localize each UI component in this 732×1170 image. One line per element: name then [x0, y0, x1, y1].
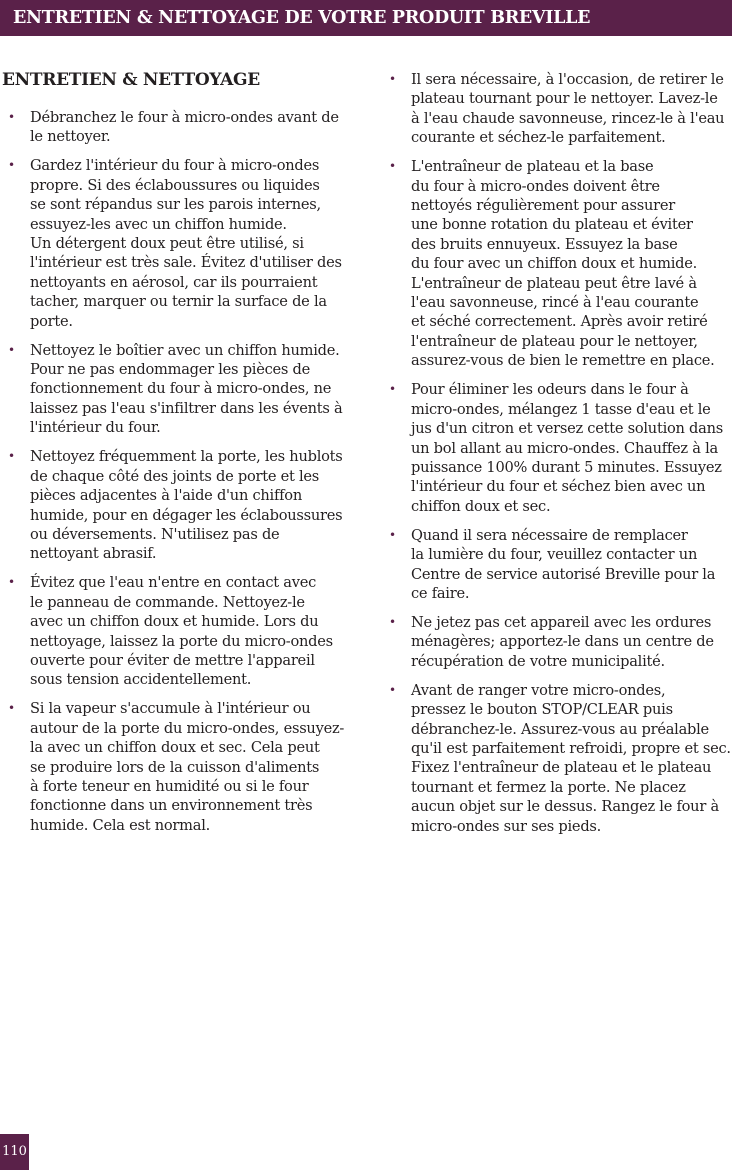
list-item [389, 70, 732, 148]
list-item [389, 613, 732, 671]
right-column [389, 70, 732, 846]
bullet-icon: • [389, 382, 396, 397]
list-item [8, 573, 360, 689]
list-item [8, 341, 360, 438]
bullet-icon: • [8, 701, 15, 716]
list-item-text: Nettoyez fréquemment la porte, les hublots de chaque côté des joints de porte et les pièces adjacentes à l'aide d'un chiffon humide, pour en dégager les éclaboussures ou déversements. N'utilisez pas de nettoyant abrasif. [30, 448, 343, 563]
right-bullet-list [389, 70, 732, 836]
list-item-text: L'entraîneur de plateau et la base du four à micro-ondes doivent être nettoyés régulièrement pour assurer une bonne rotation du plateau et éviter des bruits ennuyeux. Essuyez la base du four avec un chiffon doux et humide. L'entraîneur de plateau peut être lavé à l'eau savonneuse, rincé à l'eau courante et séché correctement. Après avoir retiré l'entraîneur de plateau pour le nettoyer, assurez-vous de bien le remettre en place. [411, 158, 715, 370]
list-item-text: Débranchez le four à micro-ondes avant de le nettoyer. [30, 109, 339, 146]
bullet-icon: • [389, 614, 396, 629]
list-item [8, 447, 360, 563]
list-item-text: Il sera nécessaire, à l'occasion, de retirer le plateau tournant pour le nettoyer. Lavez-le à l'eau chaude savonneuse, rincez-le à l'eau courante et séchez-le parfaitement. [411, 71, 725, 147]
bullet-icon: • [8, 449, 15, 464]
list-item-text: Évitez que l'eau n'entre en contact avec le panneau de commande. Nettoyez-le avec un chiffon doux et humide. Lors du nettoyage, laissez la porte du micro-ondes ouverte pour éviter de mettre l'appareil sous tension accidentellement. [30, 574, 333, 689]
list-item [8, 156, 360, 331]
list-item-text: Gardez l'intérieur du four à micro-ondes propre. Si des éclaboussures ou liquides se sont répandus sur les parois internes, essuyez-les avec un chiffon humide. Un détergent doux peut être utilisé, si l'intérieur est très sale. Évitez d'utiliser des nettoyants en aérosol, car ils pourraient tacher, marquer ou ternir la surface de la porte. [30, 157, 342, 330]
bullet-icon: • [8, 110, 15, 124]
list-item-text: Quand il sera nécessaire de remplacer la lumière du four, veuillez contacter un Centre de service autorisé Breville pour la ce faire. [411, 526, 716, 602]
bullet-icon: • [8, 158, 15, 173]
list-item-text: Pour éliminer les odeurs dans le four à micro-ondes, mélangez 1 tasse d'eau et le jus d'un citron et versez cette solution dans un bol allant au micro-ondes. Chauffez à la puissance 100% durant 5 minutes. Essuyez l'intérieur du four et séchez bien avec un chiffon doux et sec. [411, 381, 723, 515]
section-heading: ENTRETIEN & NETTOYAGE [2, 70, 260, 90]
bullet-icon: • [8, 575, 15, 590]
list-item-text: Ne jetez pas cet appareil avec les ordures ménagères; apportez-le dans un centre de récupération de votre municipalité. [411, 613, 714, 670]
bullet-icon: • [389, 159, 396, 174]
list-item [389, 157, 732, 370]
list-item [8, 699, 360, 835]
bullet-icon: • [8, 342, 15, 357]
page-number: 110 [0, 1134, 29, 1170]
list-item [389, 380, 732, 516]
bullet-icon: • [389, 72, 396, 86]
list-item [389, 526, 732, 604]
left-bullet-list [8, 108, 360, 835]
list-item [389, 681, 732, 836]
list-item-text: Si la vapeur s'accumule à l'intérieur ou autour de la porte du micro-ondes, essuyez- la avec un chiffon doux et sec. Cela peut se produire lors de la cuisson d'aliments à forte teneur en humidité ou si le four fonctionne dans un environnement très humide. Cela est normal. [30, 700, 345, 834]
bullet-icon: • [389, 682, 396, 697]
left-column [8, 108, 360, 845]
list-item [8, 108, 360, 147]
page-header-banner: ENTRETIEN & NETTOYAGE DE VOTRE PRODUIT BREVILLE [0, 0, 732, 36]
list-item-text: Avant de ranger votre micro-ondes, pressez le bouton STOP/CLEAR puis débranchez-le. Assurez-vous au préalable qu'il est parfaitement refroidi, propre et sec. Fixez l'entraîneur de plateau et le plateau tournant et fermez la porte. Ne placez aucun objet sur le dessus. Rangez le four à micro-ondes sur ses pieds. [411, 681, 731, 835]
bullet-icon: • [389, 527, 396, 542]
list-item-text: Nettoyez le boîtier avec un chiffon humide. Pour ne pas endommager les pièces de fonctionnement du four à micro-ondes, ne laissez pas l'eau s'infiltrer dans les évents à l'intérieur du four. [30, 341, 343, 437]
